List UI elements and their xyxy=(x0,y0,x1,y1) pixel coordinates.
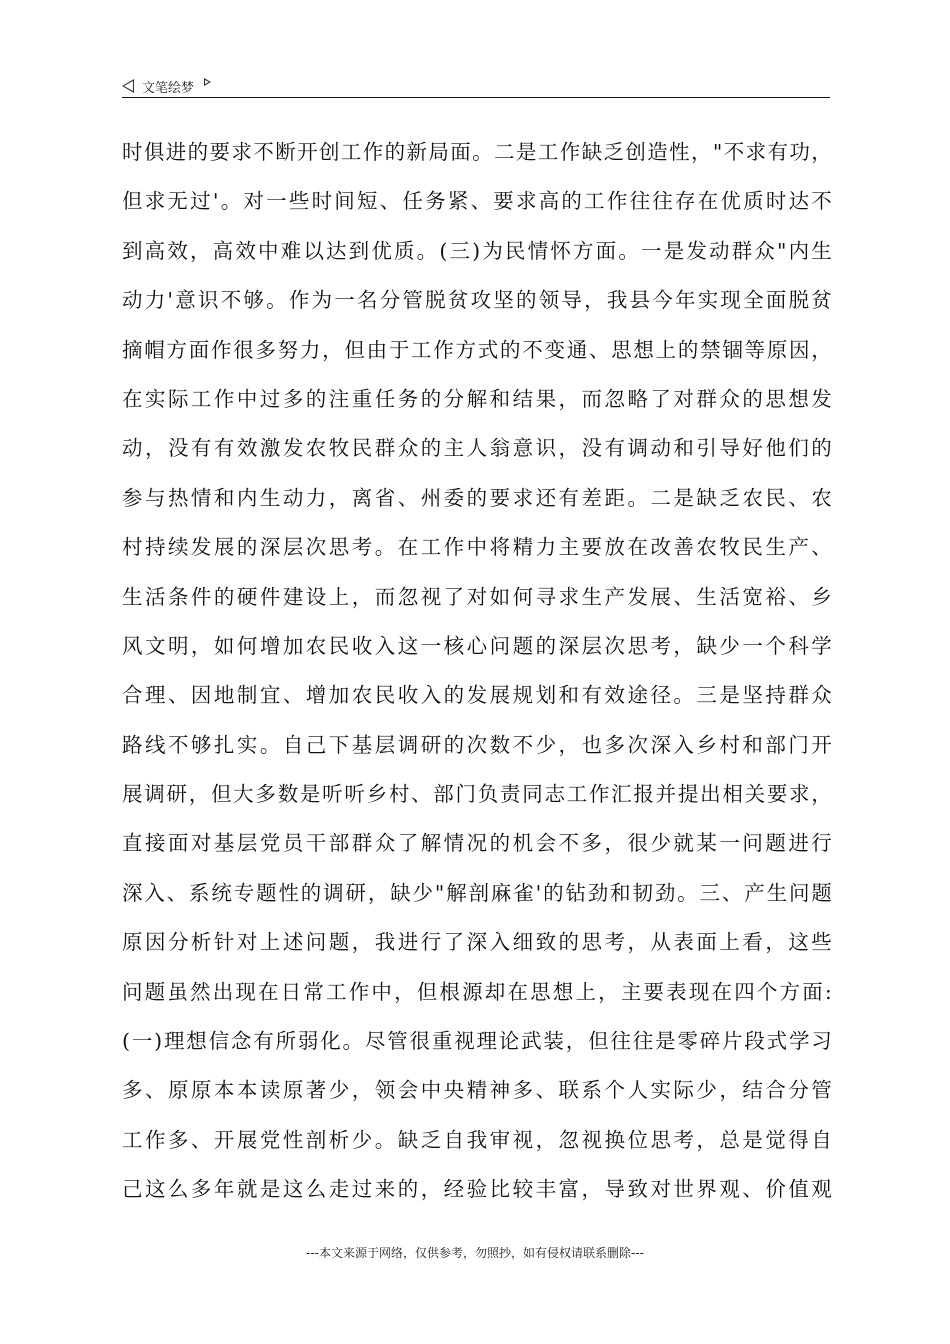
document-body xyxy=(122,128,832,1215)
footer-notice: ---本文来源于网络，仅供参考，勿照抄，如有侵权请联系删除--- xyxy=(306,1246,644,1260)
text-line: 参与热情和内生动力，离省、州委的要求还有差距。二是缺乏农民、农 xyxy=(122,485,832,510)
text-line: 合理、因地制宜、增加农民收入的发展规划和有效途径。三是坚持群众 xyxy=(122,683,832,708)
text-line: 直接面对基层党员干部群众了解情况的机会不多，很少就某一问题进行 xyxy=(122,831,832,856)
text-line: 问题虽然出现在日常工作中，但根源却在思想上，主要表现在四个方面: xyxy=(122,979,832,1004)
text-line: 到高效，高效中难以达到优质。(三)为民情怀方面。一是发动群众"内生 xyxy=(122,238,832,263)
text-line: 展调研，但大多数是听听乡村、部门负责同志工作汇报并提出相关要求， xyxy=(122,782,832,807)
text-line: 深入、系统专题性的调研，缺少"解剖麻雀'的钻劲和韧劲。三、产生问题 xyxy=(122,880,832,905)
header-title: 文笔绘梦 xyxy=(142,80,195,96)
triangle-right-icon xyxy=(204,78,211,86)
text-line: 风文明，如何增加农民收入这一核心问题的深层次思考，缺少一个科学 xyxy=(122,633,832,658)
text-line: 生活条件的硬件建设上，而忽视了对如何寻求生产发展、生活宽裕、乡 xyxy=(122,584,832,609)
header-divider xyxy=(122,97,830,98)
text-line: 在实际工作中过多的注重任务的分解和结果，而忽略了对群众的思想发 xyxy=(122,386,832,411)
text-line: 工作多、开展党性剖析少。缺乏自我审视，忽视换位思考，总是觉得自 xyxy=(122,1127,832,1152)
text-line: 路线不够扎实。自己下基层调研的次数不少，也多次深入乡村和部门开 xyxy=(122,732,832,757)
page-header xyxy=(122,74,830,98)
text-line: 动，没有有效激发农牧民群众的主人翁意识，没有调动和引导好他们的 xyxy=(122,436,832,461)
text-line: 但求无过'。对一些时间短、任务紧、要求高的工作往往存在优质时达不 xyxy=(122,189,832,214)
triangle-left-icon xyxy=(122,79,134,93)
text-line: 多、原原本本读原著少，领会中央精神多、联系个人实际少，结合分管 xyxy=(122,1078,832,1103)
text-line: 摘帽方面作很多努力，但由于工作方式的不变通、思想上的禁锢等原因， xyxy=(122,337,832,362)
text-line: 己这么多年就是这么走过来的，经验比较丰富，导致对世界观、价值观 xyxy=(122,1177,832,1202)
text-line: 时俱进的要求不断开创工作的新局面。二是工作缺乏创造性，"不求有功， xyxy=(122,140,832,164)
text-line: (一)理想信念有所弱化。尽管很重视理论武装，但往往是零碎片段式学习 xyxy=(122,1029,832,1054)
text-line: 村持续发展的深层次思考。在工作中将精力主要放在改善农牧民生产、 xyxy=(122,535,832,560)
text-line: 原因分析针对上述问题，我进行了深入细致的思考，从表面上看，这些 xyxy=(122,930,832,955)
text-line: 动力'意识不够。作为一名分管脱贫攻坚的领导，我县今年实现全面脱贫 xyxy=(122,288,832,313)
